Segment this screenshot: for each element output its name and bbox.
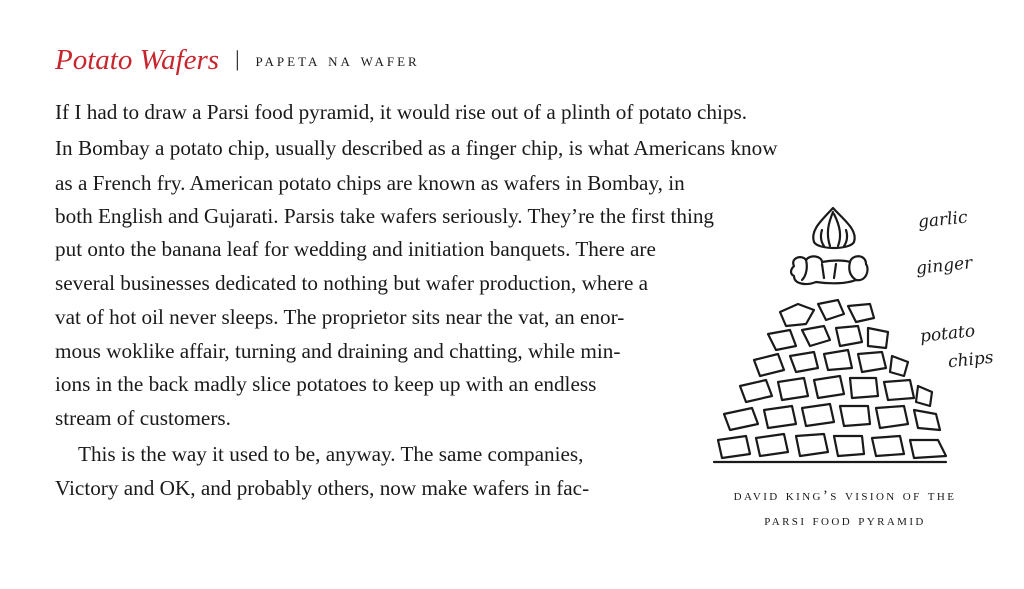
text-line: If I had to draw a Parsi food pyramid, it would rise out of a plinth of potato chips. (55, 100, 747, 124)
section-heading (55, 44, 420, 84)
label-garlic: garlic (917, 207, 969, 233)
potato-chips-icon (714, 300, 946, 462)
recipe-title: Potato Wafers (55, 44, 220, 76)
recipe-subtitle: papeta na wafer (255, 50, 420, 71)
illustration-caption-line-2: parsi food pyramid (764, 513, 926, 529)
text-line: several businesses dedicated to nothing but wafer production, where a (55, 271, 649, 295)
label-ginger: ginger (915, 253, 974, 279)
text-line: both English and Gujarati. Parsis take wafers seriously. They’re the first thing (55, 204, 715, 228)
text-line: ions in the back madly slice potatoes to keep up with an endless (55, 372, 597, 396)
text-line: In Bombay a potato chip, usually described as a finger chip, is what Americans know (55, 136, 778, 160)
ginger-icon (791, 256, 868, 284)
label-chips: chips (947, 347, 995, 373)
text-line: as a French fry. American potato chips are known as wafers in Bombay, in (55, 171, 685, 195)
label-potato: potato (919, 321, 977, 347)
illustration-caption-line-1: david king’s vision of the (733, 488, 957, 504)
text-line: put onto the banana leaf for wedding and initiation banquets. There are (55, 237, 656, 261)
text-line: This is the way it used to be, anyway. The same companies, (78, 442, 584, 466)
text-line: mous woklike affair, turning and draining and chatting, while min- (55, 339, 621, 363)
text-line: Victory and OK, and probably others, now make wafers in fac- (55, 476, 590, 500)
text-line: vat of hot oil never sleeps. The proprietor sits near the vat, an enor- (55, 305, 625, 329)
text-line: stream of customers. (55, 406, 231, 430)
garlic-icon (813, 208, 854, 248)
title-separator: | (235, 46, 240, 71)
